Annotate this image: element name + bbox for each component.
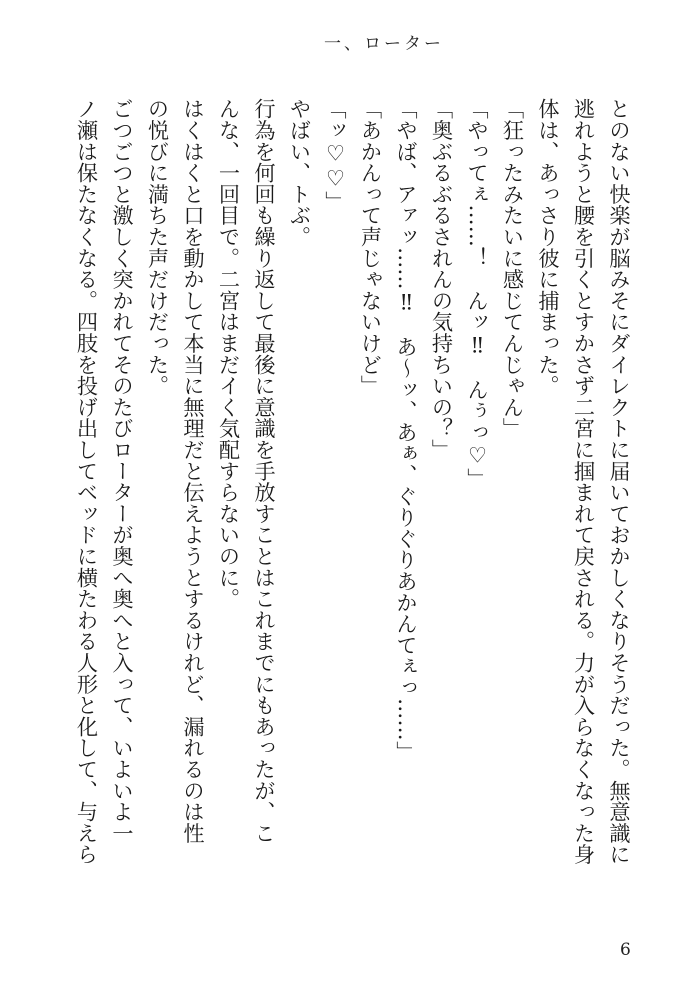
text-line: の悦びに満ちた声だけだった。 (145, 98, 171, 397)
dialogue-line: 「あかんって声じゃないけど」 (358, 98, 384, 397)
dialogue-line: 「やってぇ……！ んッ‼ んぅっ♡」 (465, 98, 490, 489)
text-line: とのない快楽が脳みそにダイレクトに届いておかしくなりそうだった。無意識に (607, 98, 632, 865)
text-line: はくはくと口を動かして本当に無理だと伝えようとするけれど、漏れるのは性 (181, 98, 206, 844)
text-line: ノ瀬は保たなくなる。四肢を投げ出してベッドに横たわる人形と化して、与えら (74, 98, 100, 865)
text-line: 行為を何回も繰り返して最後に意識を手放すことはこれまでにもあったが、こ (252, 98, 277, 844)
dialogue-line: 「やば、アァッ……‼ あ～ッ、あぁ、ぐりぐりあかんてぇっ……」 (394, 98, 419, 763)
text-line: ごつごつと激しく突かれてそのたびローターが奥へ奥へと入って、いよいよ一 (110, 98, 135, 844)
text-line: 体は、あっさり彼に捕まった。 (536, 98, 561, 397)
text-line: 逃れようと腰を引くとすかさず二宮に掴まれて戻される。力が入らなくなった身 (571, 98, 597, 865)
text-line: やばい、トぶ。 (287, 98, 313, 248)
body-text-column (69, 98, 637, 908)
page-number: 6 (620, 940, 631, 960)
dialogue-line: 「奥ぶるぶるされんの気持ちいの？」 (429, 98, 455, 461)
running-head-title: 一、ローター (324, 34, 444, 54)
dialogue-line: 「ッ♡♡」 (323, 98, 348, 213)
text-line: んな、一回目で。二宮はまだイく気配すらないのに。 (216, 98, 242, 610)
dialogue-line: 「狂ったみたいに感じてんじゃん」 (500, 98, 526, 439)
